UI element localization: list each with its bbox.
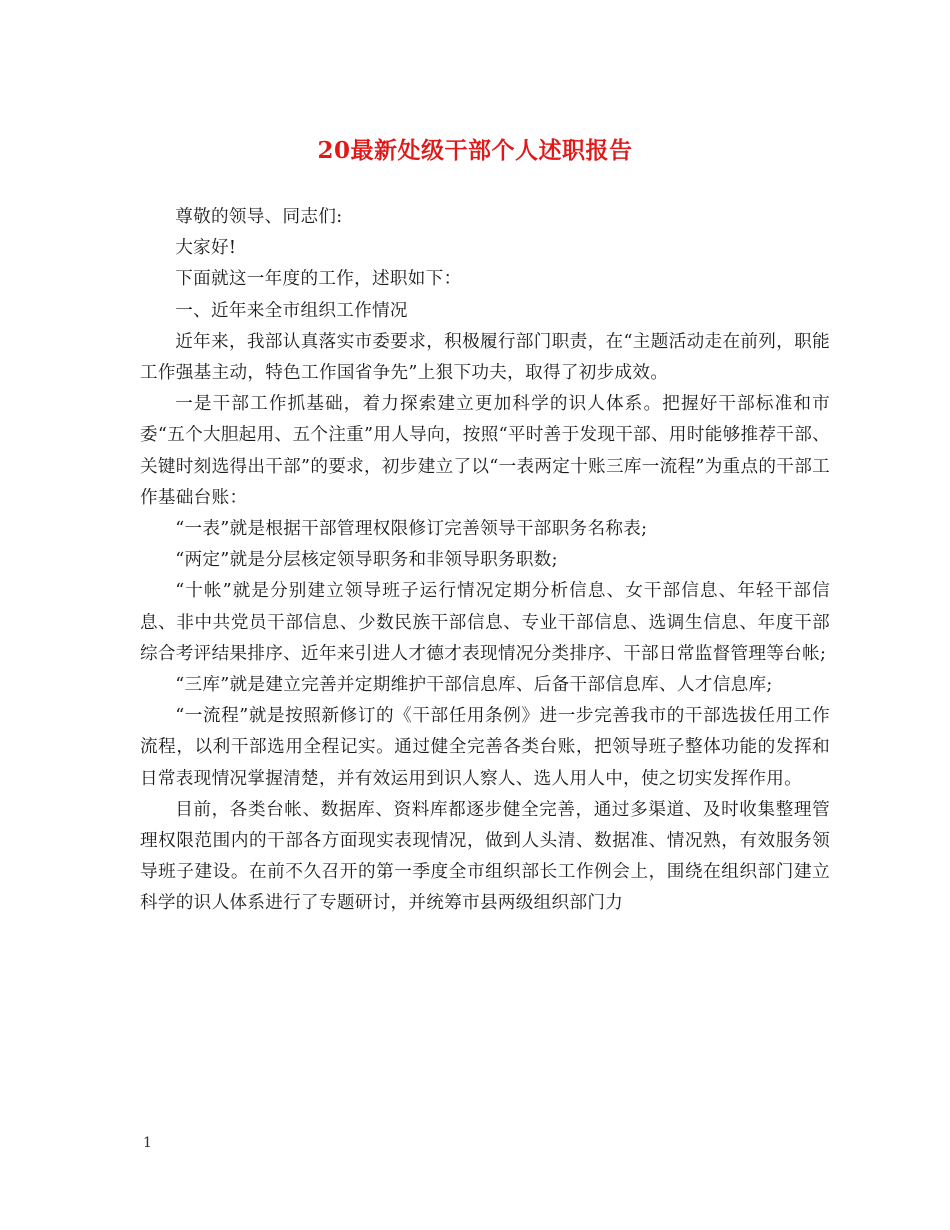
paragraph-greeting: 大家好! — [175, 238, 237, 259]
paragraph-salutation: 尊敬的领导、同志们: — [175, 207, 343, 227]
paragraph: “一流程”就是按照新修订的《干部任用条例》进一步完善我市的干部选拔任用工作流程，以利干部选用全程记实。通过健全完善各类台账，把领导班子整体功能的发挥和日常表现情况掌握清楚，并有效运用到识人察人、选人用人中，使之切实发挥作用。 — [140, 706, 830, 789]
paragraph: “两定”就是分层核定领导职务和非领导职务职数; — [175, 550, 558, 571]
document-body — [140, 202, 830, 920]
paragraph: 目前，各类台帐、数据库、资料库都逐步健全完善，通过多渠道、及时收集整理管理权限范围内的干部各方面现实表现情况，做到人头清、数据准、情况熟，有效服务领导班子建设。在前不久召开的第一季度全市组织部长工作例会上，围绕在组织部门建立科学的识人体系进行了专题研讨，并统筹市县两级组织部门力 — [140, 799, 830, 914]
paragraph: “三库”就是建立完善并定期维护干部信息库、后备干部信息库、人才信息库; — [175, 675, 773, 696]
paragraph: “十帐”就是分别建立领导班子运行情况定期分析信息、女干部信息、年轻干部信息、非中共党员干部信息、少数民族干部信息、专业干部信息、选调生信息、年度干部综合考评结果排序、近年来引进人才德才表现情况分类排序、干部日常监督管理等台帐; — [140, 581, 830, 664]
paragraph-intro: 下面就这一年度的工作，述职如下： — [175, 269, 462, 290]
paragraph: “一表”就是根据干部管理权限修订完善领导干部职务名称表; — [175, 519, 648, 540]
paragraph: 近年来，我部认真落实市委要求，积极履行部门职责，在“主题活动走在前列，职能工作强基主动，特色工作国省争先”上狠下功夫，取得了初步成效。 — [140, 331, 830, 384]
paragraph: 一是干部工作抓基础，着力探索建立更加科学的识人体系。把握好干部标准和市委“五个大胆起用、五个注重”用人导向，按照“平时善于发现干部、用时能够推荐干部、关键时刻选得出干部”的要求，初步建立了以“一表两定十账三库一流程”为重点的干部工作基础台账： — [140, 394, 830, 508]
section-heading: 一、近年来全市组织工作情况 — [175, 300, 408, 321]
page-number: 1 — [143, 1135, 152, 1151]
document-title: 20最新处级干部个人述职报告 — [317, 137, 633, 164]
